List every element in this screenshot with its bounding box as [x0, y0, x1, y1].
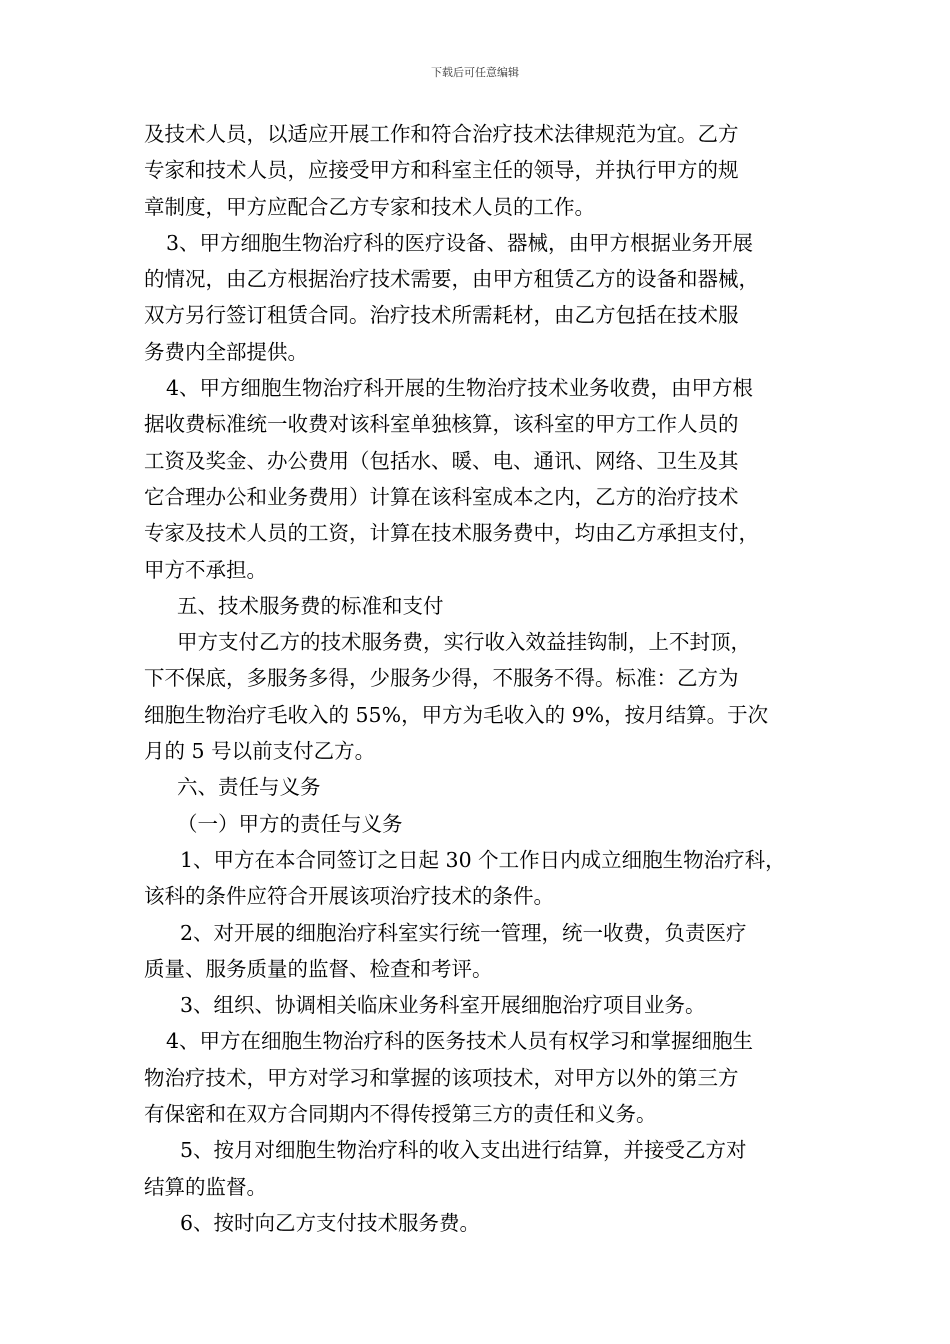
text-line: 务费内全部提供。 [144, 339, 308, 364]
text-line: 的情况，由乙方根据治疗技术需要，由甲方租赁乙方的设备和器械， [144, 267, 759, 292]
text-line: 及技术人员，以适应开展工作和符合治疗技术法律规范为宜。乙方 [144, 122, 739, 146]
text-line: 专家及技术人员的工资，计算在技术服务费中，均由乙方承担支付， [144, 521, 759, 546]
clause-3: 3、甲方细胞生物治疗科的医疗设备、器械，由甲方根据业务开展 [166, 230, 754, 255]
clause-3: 3、组织、协调相关临床业务科室开展细胞治疗项目业务。 [180, 993, 706, 1018]
clause-2: 2、对开展的细胞治疗科室实行统一管理，统一收费，负责医疗 [180, 920, 747, 945]
text-line: 双方另行签订租赁合同。治疗技术所需耗材，由乙方包括在技术服 [144, 303, 739, 328]
text-line: 章制度，甲方应配合乙方专家和技术人员的工作。 [144, 194, 595, 219]
text-line: 有保密和在双方合同期内不得传授第三方的责任和义务。 [144, 1102, 657, 1127]
text-line: 专家和技术人员，应接受甲方和科室主任的领导，并执行甲方的规 [144, 158, 739, 183]
page-header: 下载后可任意编辑 [431, 66, 519, 79]
text-line: 工资及奖金、办公费用（包括水、暖、电、通讯、网络、卫生及其 [144, 448, 739, 473]
text-line: 物治疗技术，甲方对学习和掌握的该项技术，对甲方以外的第三方 [144, 1065, 739, 1090]
text-line: 月的 5 号以前支付乙方。 [144, 739, 376, 764]
text-line: 下不保底，多服务多得，少服务少得，不服务不得。标准：乙方为 [144, 666, 739, 691]
clause-6: 6、按时向乙方支付技术服务费。 [180, 1210, 481, 1235]
text-line: 据收费标准统一收费对该科室单独核算，该科室的甲方工作人员的 [144, 412, 739, 437]
text-line: 它合理办公和业务费用）计算在该科室成本之内，乙方的治疗技术 [144, 484, 739, 509]
document-body [144, 116, 806, 1241]
text-line: 甲方不承担。 [144, 557, 267, 582]
text-line: 细胞生物治疗毛收入的 55%，甲方为毛收入的 9%，按月结算。于次 [144, 702, 769, 727]
text-line: 质量、服务质量的监督、检查和考评。 [144, 956, 493, 981]
section-heading-5: 五、技术服务费的标准和支付 [177, 593, 444, 618]
section-heading-6: 六、责任与义务 [177, 775, 321, 800]
clause-5: 5、按月对细胞生物治疗科的收入支出进行结算，并接受乙方对 [180, 1138, 747, 1163]
clause-4: 4、甲方在细胞生物治疗科的医务技术人员有权学习和掌握细胞生 [166, 1029, 754, 1054]
clause-1: 1、甲方在本合同签订之日起 30 个工作日内成立细胞生物治疗科， [180, 847, 786, 872]
text-line: 结算的监督。 [144, 1174, 267, 1199]
text-line: 该科的条件应符合开展该项治疗技术的条件。 [144, 884, 554, 909]
clause-4: 4、甲方细胞生物治疗科开展的生物治疗技术业务收费，由甲方根 [166, 376, 754, 401]
paragraph-start: 甲方支付乙方的技术服务费，实行收入效益挂钩制，上不封顶， [177, 630, 751, 655]
subsection-heading: （一）甲方的责任与义务 [177, 811, 403, 836]
